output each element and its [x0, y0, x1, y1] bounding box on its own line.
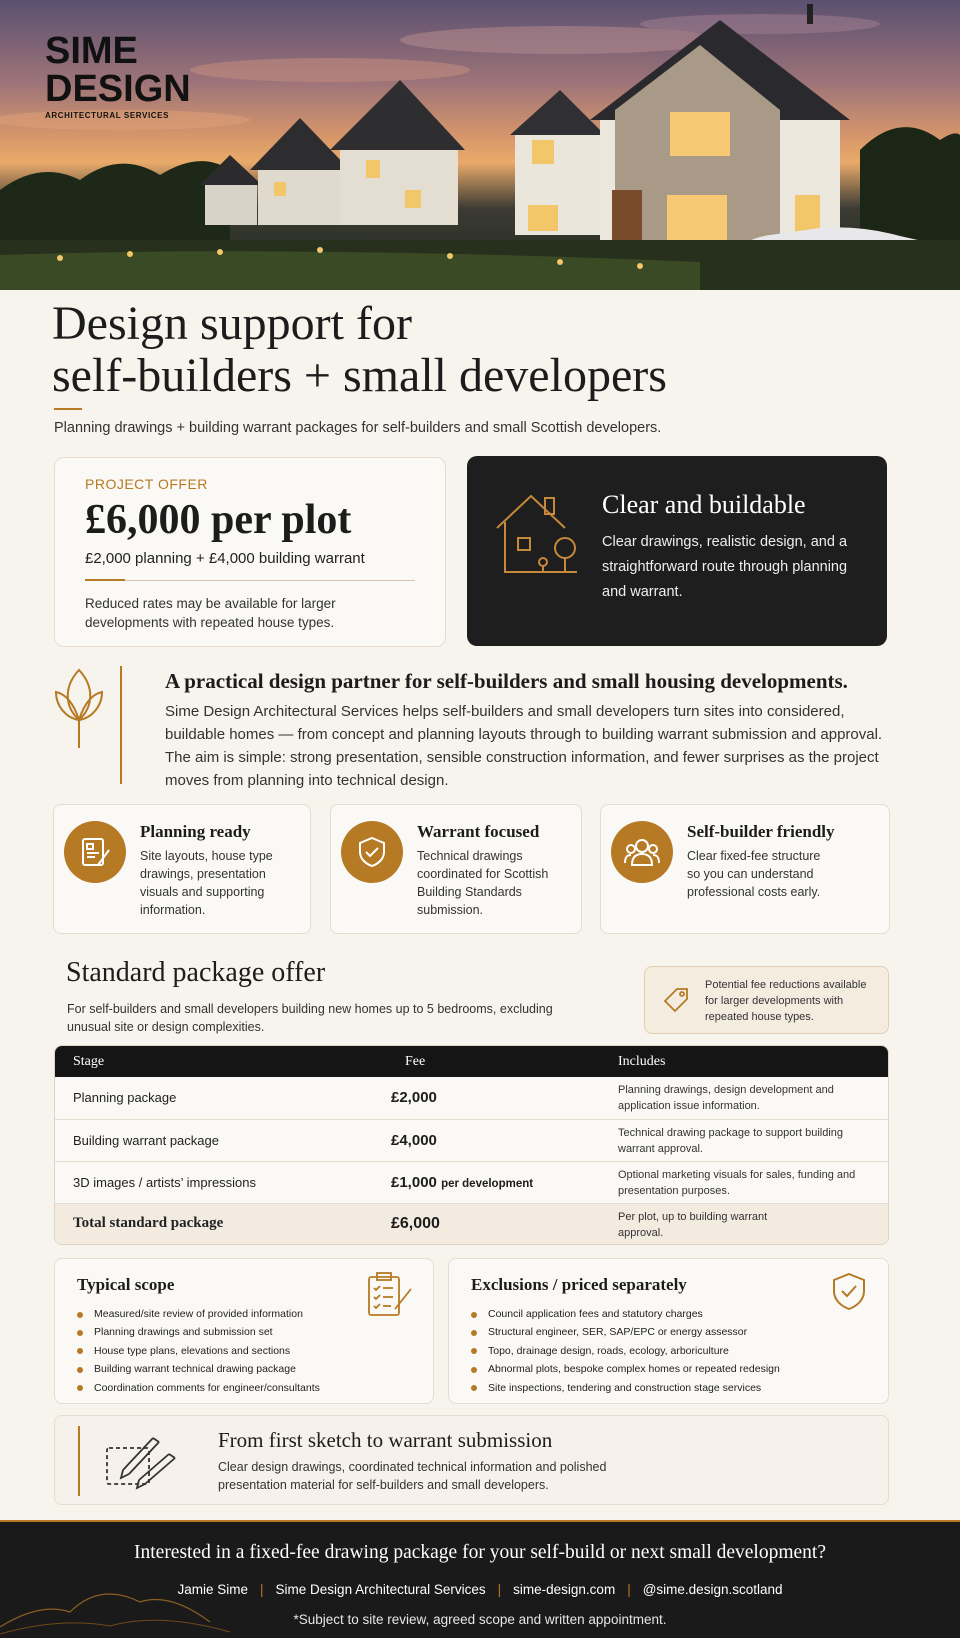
package-title: Standard package offer: [66, 957, 326, 988]
table-row: [55, 1077, 889, 1119]
contact-website-link[interactable]: sime-design.com: [513, 1582, 616, 1597]
shield-check-icon: [355, 835, 389, 869]
offer-price: £6,000 per plot: [85, 497, 352, 543]
page-subtitle: Planning drawings + building warrant packages for self-builders and small Scottish developers.: [54, 420, 662, 436]
package-note: [644, 966, 889, 1034]
row-fee: £4,000: [391, 1132, 437, 1149]
exclusions-title: Exclusions / priced separately: [471, 1275, 687, 1294]
row-stage: Planning package: [73, 1090, 177, 1105]
footer-contacts: Jamie Sime | Sime Design Architectural Services | sime-design.com | @sime.design.scotland: [177, 1582, 783, 1597]
highlight-title: Clear and buildable: [602, 490, 806, 519]
house-icon: [491, 488, 581, 583]
package-note-text: Potential fee reductions available for larger developments with repeated house types.: [705, 979, 867, 1023]
people-icon: [623, 835, 661, 869]
table-row: [55, 1119, 889, 1161]
exclusions-card: [448, 1258, 889, 1404]
feature-card-planning: [53, 804, 311, 934]
scope-card: [54, 1258, 434, 1404]
hero-image: [0, 0, 960, 290]
brand-tagline: ARCHITECTURAL SERVICES: [45, 111, 170, 120]
list-item: Abnormal plots, bespoke complex homes or repeated redesign: [471, 1360, 780, 1378]
row-stage: Building warrant package: [73, 1133, 219, 1148]
footer-question: Interested in a fixed-fee drawing package for your self-build or next small development?: [134, 1542, 826, 1563]
feature-icon-circle: [64, 821, 126, 883]
list-item: Topo, drainage design, roads, ecology, arboriculture: [471, 1342, 780, 1360]
brand-name-line2: DESIGN: [45, 68, 191, 110]
contact-name: Jamie Sime: [177, 1582, 249, 1597]
scope-list: [77, 1305, 320, 1397]
leaf-icon: [52, 664, 106, 754]
row-includes: Optional marketing visuals for sales, funding and presentation purposes.: [618, 1169, 856, 1197]
table-header-stage: Stage: [73, 1054, 105, 1069]
feature-body: Clear fixed-fee structure so you can understand professional costs early.: [687, 849, 821, 899]
intro-title: A practical design partner for self-builders and small housing developments.: [165, 669, 848, 693]
list-item: Council application fees and statutory charges: [471, 1305, 780, 1323]
offer-divider: [85, 580, 415, 581]
sketch-divider: [78, 1426, 80, 1496]
list-item: Site inspections, tendering and construction stage services: [471, 1379, 780, 1397]
offer-label: PROJECT OFFER: [85, 476, 208, 492]
table-header-fee: Fee: [405, 1054, 426, 1069]
list-item: Structural engineer, SER, SAP/EPC or energy assessor: [471, 1323, 780, 1341]
intro-divider: [120, 666, 122, 784]
row-includes: Planning drawings, design development and application issue information.: [618, 1084, 834, 1112]
offer-breakdown: £2,000 planning + £4,000 building warrant: [85, 550, 365, 567]
table-row: [55, 1161, 889, 1203]
clipboard-checklist-icon: [365, 1271, 415, 1317]
feature-body: Site layouts, house type drawings, presentation visuals and supporting information.: [140, 849, 273, 917]
contact-company: Sime Design Architectural Services: [275, 1582, 486, 1597]
row-fee-suffix: per development: [441, 1178, 534, 1190]
offer-card: [54, 457, 446, 647]
title-underline: [54, 408, 82, 410]
contact-social-link[interactable]: @sime.design.scotland: [642, 1582, 783, 1597]
row-fee: £2,000: [391, 1089, 437, 1106]
feature-title: Planning ready: [140, 822, 251, 841]
footer-disclaimer: *Subject to site review, agreed scope and written appointment.: [293, 1612, 667, 1627]
feature-body: Technical drawings coordinated for Scottish Building Standards submission.: [417, 849, 549, 917]
package-subtitle: For self-builders and small developers building new homes up to 5 bedrooms, excluding unusual site or design complexities.: [67, 1002, 553, 1034]
table-header: [55, 1046, 889, 1077]
shield-check-icon: [829, 1271, 869, 1313]
feature-icon-circle: [611, 821, 673, 883]
offer-note: Reduced rates may be available for larger developments with repeated house types.: [85, 596, 336, 630]
sketch-card: [54, 1415, 889, 1505]
feature-card-warrant: [330, 804, 582, 934]
scope-title: Typical scope: [77, 1275, 175, 1294]
list-item: Measured/site review of provided information: [77, 1305, 320, 1323]
intro-body: Sime Design Architectural Services helps self-builders and small developers turn sites into considered, buildable homes — from concept and planning layouts through to building warrant submission and approval. The aim is simple: strong presentation, sensible construction information, and fewer surprises as the project moves from planning into technical design.: [165, 703, 883, 789]
table-total-row: [55, 1203, 889, 1245]
list-item: Coordination comments for engineer/consultants: [77, 1379, 320, 1397]
footer: [0, 1520, 960, 1638]
sketch-body: Clear design drawings, coordinated technical information and polished presentation material for self-builders and small developers.: [218, 1460, 607, 1492]
page-title: [52, 298, 912, 402]
highlight-card: [467, 456, 887, 646]
title-line2: self-builders + small developers: [52, 349, 667, 402]
title-line1: Design support for: [52, 297, 412, 350]
sketch-title: From first sketch to warrant submission: [218, 1428, 553, 1452]
feature-card-self-builder: [600, 804, 890, 934]
exclusions-list: [471, 1305, 780, 1397]
fee-table: [54, 1045, 889, 1245]
list-item: Building warrant technical drawing package: [77, 1360, 320, 1378]
brand-logo: [45, 32, 191, 120]
pencil-drawing-icon: [103, 1430, 183, 1492]
row-includes: Technical drawing package to support building warrant approval.: [618, 1127, 844, 1155]
total-fee: £6,000: [391, 1215, 440, 1232]
row-fee: £1,000 per development: [391, 1174, 534, 1191]
total-stage: Total standard package: [73, 1215, 224, 1231]
table-header-includes: Includes: [618, 1054, 666, 1069]
feature-icon-circle: [341, 821, 403, 883]
row-stage: 3D images / artists’ impressions: [73, 1175, 257, 1190]
drawing-document-icon: [78, 835, 112, 869]
feature-title: Warrant focused: [417, 822, 540, 841]
list-item: Planning drawings and submission set: [77, 1323, 320, 1341]
brand-name-line1: SIME: [45, 30, 138, 72]
highlight-body: Clear drawings, realistic design, and a straightforward route through planning and warrant.: [602, 534, 848, 600]
feature-title: Self-builder friendly: [687, 822, 835, 841]
price-tag-icon: [661, 985, 691, 1015]
list-item: House type plans, elevations and sections: [77, 1342, 320, 1360]
total-includes: Per plot, up to building warrant approval.: [618, 1211, 768, 1239]
